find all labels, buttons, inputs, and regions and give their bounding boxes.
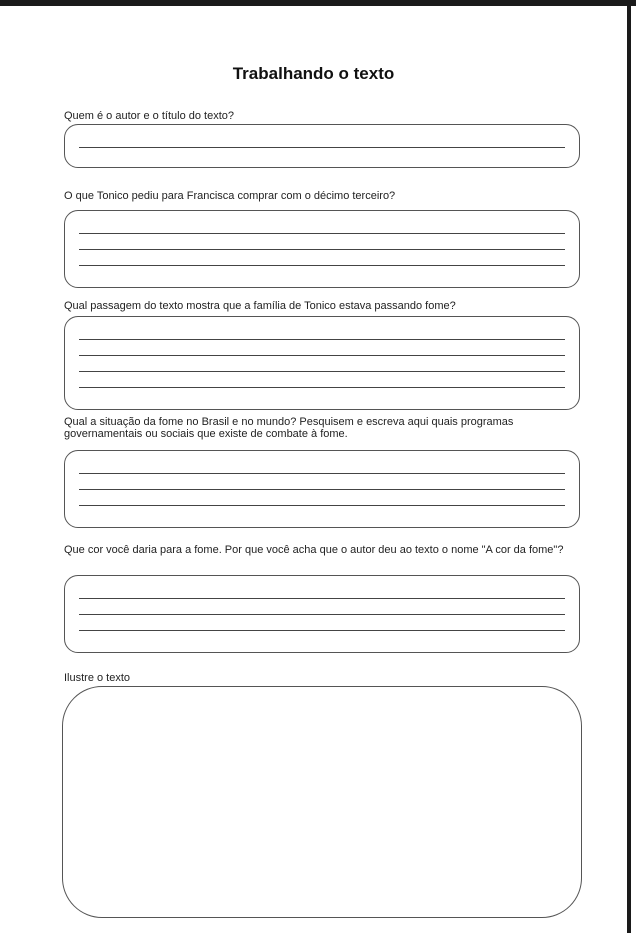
answer-line: [79, 387, 565, 388]
answer-line: [79, 339, 565, 340]
question-3-answer-box[interactable]: [64, 316, 580, 410]
question-1-label: Quem é o autor e o título do texto?: [64, 110, 234, 122]
question-3-label: Qual passagem do texto mostra que a família de Tonico estava passando fome?: [64, 300, 456, 312]
question-4-answer-box[interactable]: [64, 450, 580, 528]
illustration-box[interactable]: [62, 686, 582, 918]
answer-line: [79, 371, 565, 372]
answer-line: [79, 505, 565, 506]
page-top-border: [0, 0, 636, 6]
question-2-label: O que Tonico pediu para Francisca comprar com o décimo terceiro?: [64, 190, 396, 202]
answer-line: [79, 355, 565, 356]
answer-line: [79, 249, 565, 250]
question-4-label: Qual a situação da fome no Brasil e no mundo? Pesquisem e escreva aqui quais programas governamentais ou sociais que existe de combate à fome.: [64, 416, 514, 440]
answer-line: [79, 598, 565, 599]
worksheet-title: Trabalhando o texto: [232, 64, 395, 83]
question-2-answer-box[interactable]: [64, 210, 580, 288]
answer-line: [79, 265, 565, 266]
answer-line: [79, 473, 565, 474]
question-5-answer-box[interactable]: [64, 575, 580, 653]
answer-line: [79, 489, 565, 490]
answer-line: [79, 147, 565, 148]
question-1-answer-box[interactable]: [64, 124, 580, 168]
answer-line: [79, 614, 565, 615]
answer-line: [79, 630, 565, 631]
question-5-label: Que cor você daria para a fome. Por que você acha que o autor deu ao texto o nome "A cor da fome"?: [64, 544, 564, 556]
page-right-border: [627, 0, 631, 933]
answer-line: [79, 233, 565, 234]
illustrate-label: Ilustre o texto: [64, 672, 131, 684]
